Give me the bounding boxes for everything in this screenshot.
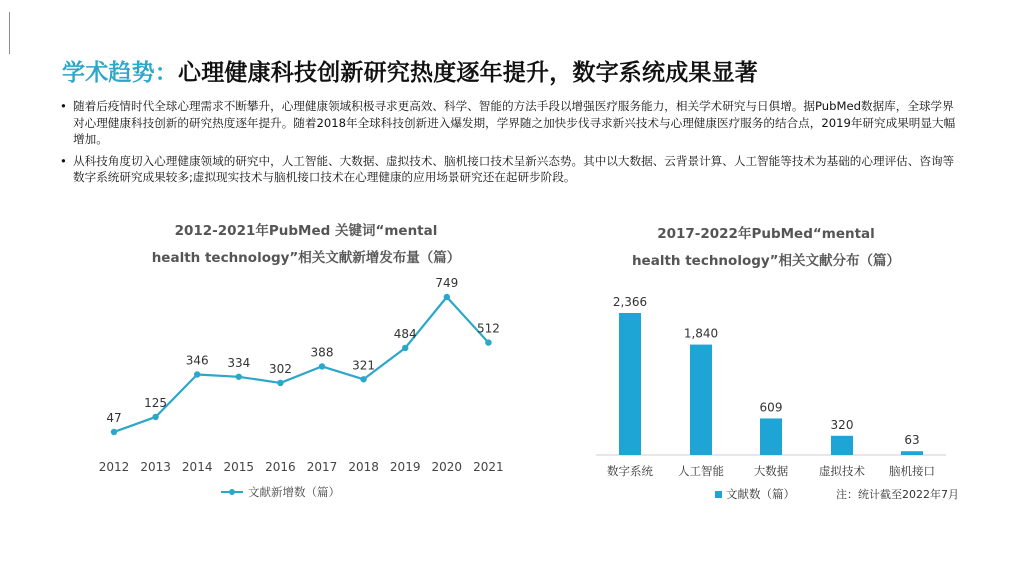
- line-x-tick-label: 2016: [265, 460, 296, 474]
- line-x-tick-label: 2013: [140, 460, 171, 474]
- bar-value-label: 63: [904, 433, 920, 448]
- line-data-label: 512: [476, 321, 500, 336]
- bullet-text: 随着后疫情时代全球心理需求不断攀升，心理健康领域积极寻求更高效、科学、智能的方法手段以增强医疗服务能力，相关学术研究与日俱增。据PubMed数据库，全球学界对心理健康科技创新的研究热度逐年提升。随着2018年全球科技创新进入爆发期，学界随之加快步伐寻求新兴技术与心理健康医疗服务的结合点，2019年研究成果明显大幅增加。: [73, 99, 956, 146]
- bar-rect: [760, 418, 782, 455]
- line-x-tick-label: 2020: [431, 460, 463, 474]
- bar-rect: [901, 451, 923, 455]
- line-x-tick-label: 2018: [348, 460, 379, 474]
- bar-category-label: 数字系统: [607, 464, 653, 478]
- bar-value-label: 320: [830, 417, 854, 432]
- line-x-tick-label: 2012: [98, 460, 130, 474]
- bar-category-label: 大数据: [753, 464, 789, 478]
- line-data-label: 321: [352, 358, 376, 373]
- bar-rect: [690, 345, 712, 455]
- line-legend-label: 文献新增数（篇）: [248, 485, 340, 499]
- line-x-tick-label: 2017: [306, 460, 338, 474]
- bullet-marker: •: [60, 99, 67, 113]
- bullet-marker: •: [60, 153, 67, 168]
- bar-rect: [619, 313, 641, 455]
- title-accent: 学术趋势：: [62, 60, 178, 86]
- line-chart-title-line1: 2012-2021年PubMed 关键词“mental: [174, 223, 438, 239]
- line-data-label: 125: [144, 395, 168, 410]
- line-data-label: 47: [106, 410, 122, 425]
- bar-value-label: 1,840: [683, 326, 719, 341]
- line-x-tick-label: 2019: [389, 460, 421, 474]
- line-x-tick-label: 2014: [181, 460, 213, 474]
- bar-chart-title-line1: 2017-2022年PubMed“mental: [657, 226, 875, 242]
- bullet-text: 从科技角度切入心理健康领域的研究中，人工智能、大数据、虚拟技术、脑机接口技术呈新兴态势。其中以大数据、云背景计算、人工智能等技术为基础的心理评估、咨询等数字系统研究成果较多;虚拟现实技术与脑机接口技术在心理健康的应用场景研究还在起研步阶段。: [73, 153, 955, 184]
- bar-category-label: 人工智能: [678, 464, 724, 478]
- bar-category-label: 脑机接口: [889, 464, 935, 478]
- line-data-label: 302: [268, 361, 292, 376]
- bar-category-label: 虚拟技术: [819, 464, 865, 478]
- line-data-label: 484: [393, 326, 417, 341]
- bar-rect: [831, 436, 853, 455]
- bar-legend-swatch: [715, 491, 722, 498]
- line-x-tick-label: 2021: [473, 460, 504, 474]
- bar-legend-label: 文献数（篇）: [726, 487, 795, 501]
- line-data-label: 749: [435, 276, 459, 290]
- line-data-label: 388: [310, 345, 334, 360]
- line-data-label: 334: [227, 355, 251, 370]
- bar-chart-note: 注：统计截至2022年7月: [836, 488, 959, 501]
- line-chart-title-line2: health technology”相关文献新增发布量（篇）: [151, 250, 461, 266]
- bar-chart-title-line2: health technology”相关文献分布（篇）: [631, 253, 901, 269]
- title-main: 心理健康科技创新研究热度逐年提升，数字系统成果显著: [178, 60, 758, 86]
- line-data-label: 346: [185, 353, 209, 368]
- line-x-tick-label: 2015: [223, 460, 255, 474]
- bar-value-label: 2,366: [612, 295, 648, 309]
- bar-value-label: 609: [759, 400, 783, 415]
